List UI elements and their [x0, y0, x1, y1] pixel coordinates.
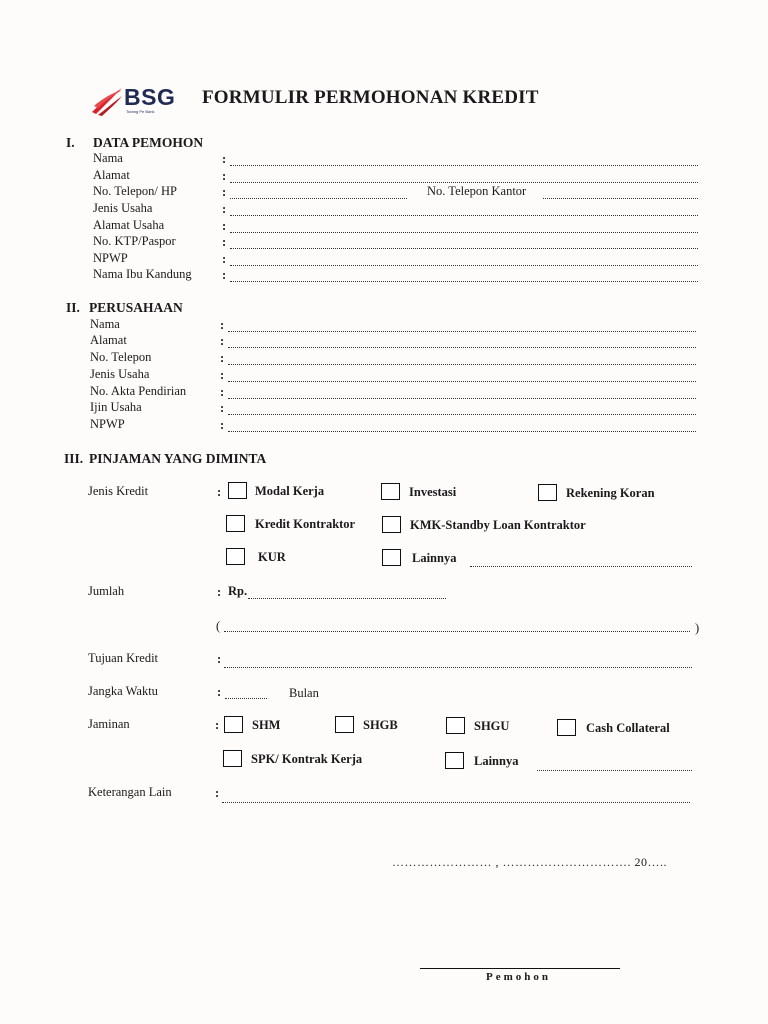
checkbox-lainnya-jaminan[interactable] [445, 752, 464, 769]
checkbox-rekening-koran[interactable] [538, 484, 557, 501]
section2-field-1-label: Alamat [90, 333, 127, 347]
colon: : [215, 786, 220, 800]
jangka-waktu-field[interactable] [225, 698, 267, 699]
option-rekening-koran: Rekening Koran [566, 486, 655, 500]
section2-field-3-input[interactable] [228, 381, 696, 382]
close-paren: ) [695, 621, 700, 635]
colon: : [220, 401, 225, 415]
checkbox-shgb[interactable] [335, 716, 354, 733]
section1-field-4-input[interactable] [230, 232, 698, 233]
checkbox-modal-kerja[interactable] [228, 482, 247, 499]
section2-field-4-input[interactable] [228, 398, 696, 399]
jangka-waktu-label: Jangka Waktu [88, 684, 158, 698]
jumlah-label: Jumlah [88, 584, 125, 598]
jaminan-label: Jaminan [88, 717, 130, 731]
colon: : [217, 485, 222, 499]
rp-prefix: Rp. [228, 584, 248, 598]
lainnya-kredit-field[interactable] [470, 566, 692, 567]
section1-field-0-input[interactable] [230, 165, 698, 166]
signer-label: Pemohon [486, 971, 551, 983]
option-modal-kerja: Modal Kerja [255, 484, 325, 498]
section2-field-5-label: Ijin Usaha [90, 400, 142, 414]
colon: : [220, 351, 225, 365]
option-lainnya-kredit: Lainnya [412, 551, 457, 565]
section1-field-7-input[interactable] [230, 281, 698, 282]
section1-field-5-input[interactable] [230, 248, 698, 249]
section2-field-6-input[interactable] [228, 431, 696, 432]
option-shm: SHM [252, 718, 281, 732]
section2-field-6-label: NPWP [90, 417, 125, 431]
section1-field-4-label: Alamat Usaha [93, 218, 165, 232]
section-3-title: PINJAMAN YANG DIMINTA [89, 451, 267, 466]
checkbox-shm[interactable] [224, 716, 243, 733]
tujuan-kredit-field[interactable] [224, 667, 692, 668]
colon: : [222, 268, 227, 282]
option-investasi: Investasi [409, 485, 457, 499]
colon: : [222, 219, 227, 233]
open-paren: ( [216, 619, 221, 633]
section1-field-1-label: Alamat [93, 168, 130, 182]
checkbox-cash-collateral[interactable] [557, 719, 576, 736]
bulan-unit: Bulan [289, 686, 319, 700]
form-title: FORMULIR PERMOHONAN KREDIT [202, 87, 539, 108]
checkbox-shgu[interactable] [446, 717, 465, 734]
section1-field-2-label: No. Telepon/ HP [93, 184, 177, 198]
section-2-title: PERUSAHAAN [89, 300, 183, 315]
logo-wordmark: BSG [124, 84, 176, 110]
option-shgb: SHGB [363, 718, 398, 732]
option-cash-collateral: Cash Collateral [586, 721, 670, 735]
tujuan-kredit-label: Tujuan Kredit [88, 651, 159, 665]
colon: : [222, 252, 227, 266]
section1-field-5-label: No. KTP/Paspor [93, 234, 176, 248]
checkbox-kredit-kontraktor[interactable] [226, 515, 245, 532]
section2-field-0-input[interactable] [228, 331, 696, 332]
signature-line [420, 968, 620, 969]
colon: : [222, 202, 227, 216]
jenis-kredit-label: Jenis Kredit [88, 484, 149, 498]
jumlah-terbilang-field[interactable] [224, 631, 690, 632]
section-1-number: I. [66, 135, 75, 150]
colon: : [222, 169, 227, 183]
section2-field-2-label: No. Telepon [90, 350, 152, 364]
colon: : [220, 418, 225, 432]
section1-field-3-input[interactable] [230, 215, 698, 216]
logo-tagline: Torang Pe Bank [126, 109, 155, 114]
keterangan-lain-field[interactable] [222, 802, 690, 803]
colon: : [220, 318, 225, 332]
lainnya-jaminan-field[interactable] [537, 770, 692, 771]
option-lainnya-jaminan: Lainnya [474, 754, 519, 768]
section1-field-2-input[interactable] [230, 198, 407, 199]
section1-field-7-label: Nama Ibu Kandung [93, 267, 192, 281]
bsg-logo [90, 82, 190, 122]
section2-field-5-input[interactable] [228, 414, 696, 415]
colon: : [222, 235, 227, 249]
colon: : [215, 718, 220, 732]
section2-field-4-label: No. Akta Pendirian [90, 384, 187, 398]
option-spk-kontrak: SPK/ Kontrak Kerja [251, 752, 363, 766]
section1-field-1-input[interactable] [230, 182, 698, 183]
colon: : [222, 185, 227, 199]
colon: : [222, 152, 227, 166]
option-kur: KUR [258, 550, 286, 564]
section-3-number: III. [64, 451, 84, 466]
date-place-line: …………………… , …………………………. 20….. [392, 855, 667, 869]
colon: : [220, 368, 225, 382]
checkbox-lainnya-kredit[interactable] [382, 549, 401, 566]
option-shgu: SHGU [474, 719, 510, 733]
section1-field-3-label: Jenis Usaha [93, 201, 153, 215]
colon: : [220, 334, 225, 348]
jumlah-field[interactable] [248, 598, 446, 599]
checkbox-spk-kontrak[interactable] [223, 750, 242, 767]
section2-field-2-input[interactable] [228, 364, 696, 365]
section2-field-0-label: Nama [90, 317, 120, 331]
section1-field-6-input[interactable] [230, 265, 698, 266]
colon: : [217, 585, 222, 599]
section-2-number: II. [66, 300, 80, 315]
bsg-logo-icon [90, 82, 124, 118]
keterangan-lain-label: Keterangan Lain [88, 785, 172, 799]
section1-field-0-label: Nama [93, 151, 123, 165]
checkbox-kmk-standby[interactable] [382, 516, 401, 533]
option-kredit-kontraktor: Kredit Kontraktor [255, 517, 356, 531]
checkbox-kur[interactable] [226, 548, 245, 565]
section2-field-3-label: Jenis Usaha [90, 367, 150, 381]
colon: : [217, 652, 222, 666]
colon: : [220, 385, 225, 399]
checkbox-investasi[interactable] [381, 483, 400, 500]
section1-field-6-label: NPWP [93, 251, 128, 265]
office-phone-input[interactable] [543, 198, 698, 199]
section2-field-1-input[interactable] [228, 347, 696, 348]
section-1-title: DATA PEMOHON [93, 135, 204, 150]
option-kmk-standby: KMK-Standby Loan Kontraktor [410, 518, 586, 532]
colon: : [217, 685, 222, 699]
office-phone-label: No. Telepon Kantor [427, 184, 527, 198]
